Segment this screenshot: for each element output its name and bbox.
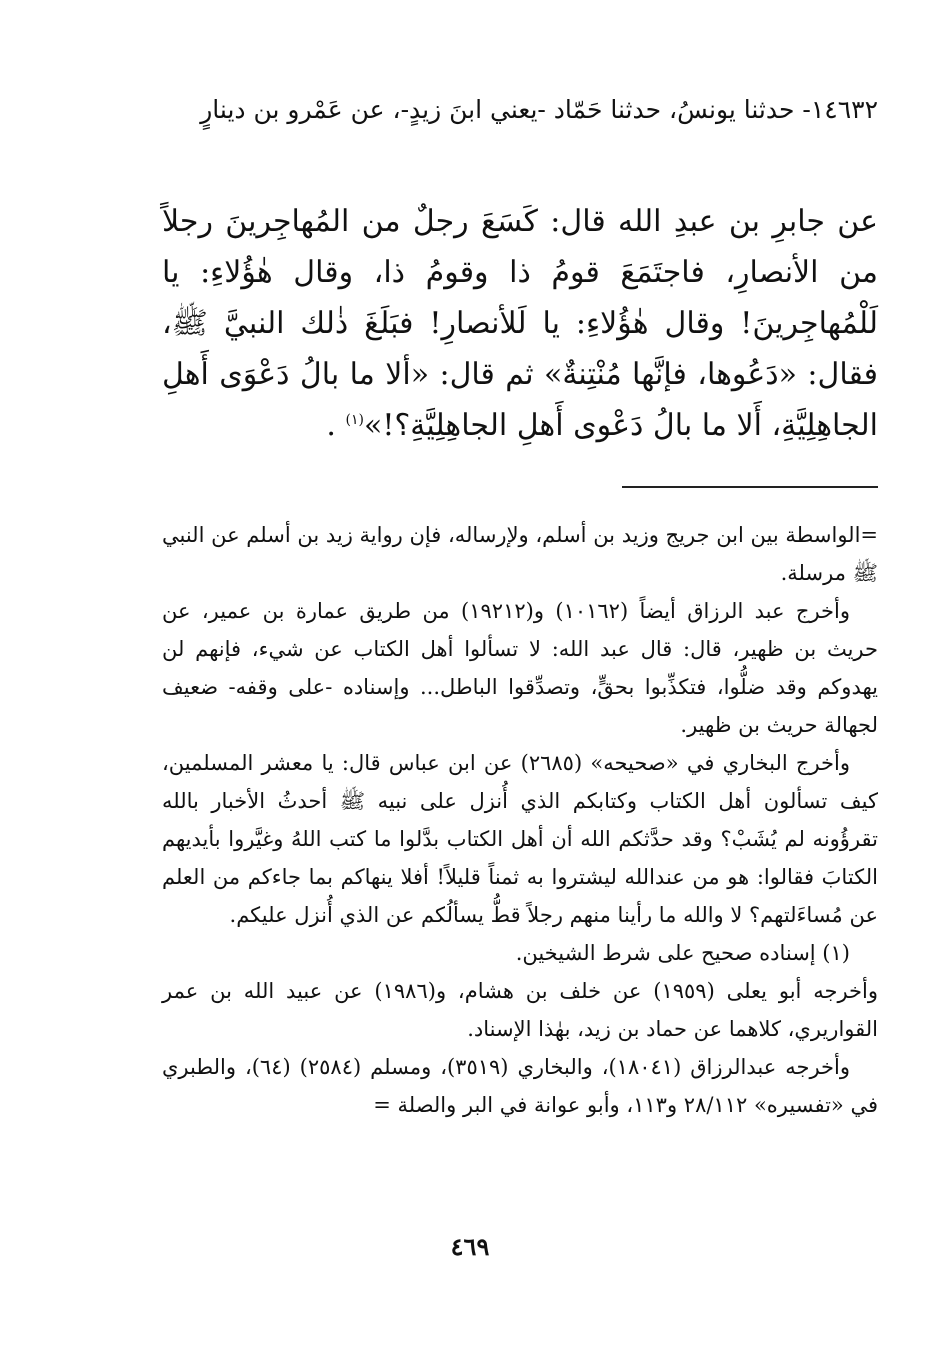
footnote-paragraph: وأخرجه عبدالرزاق (١٨٠٤١)، والبخاري (٣٥١٩)، ومسلم (٢٥٨٤) (٦٤)، والطبري في «تفسيره» ٢٨/١١٢ و١١٣، وأبو عوانة في البر والصلة = (162, 1055, 878, 1117)
footnote-paragraph: وأخرج البخاري في «صحيحه» (٢٦٨٥) عن ابن عباس قال: يا معشر المسلمين، كيف تسألون أهل الكتاب وكتابكم الذي أُنزل على نبيه ﷺ أحدثُ الأخبار بالله تقرؤُونه لم يُشَبْ؟ وقد حدَّثكم الله أن أهل الكتاب بدَّلوا ما كتب اللهُ وغيَّروا بأيديهم الكتابَ فقالوا: هو من عندالله ليشتروا به ثمناً قليلاً! أفلا ينهاكم بما جاءكم من العلم عن مُساءَلتهم؟ لا والله ما رأينا منهم رجلاً قطُّ يسألُكم عن الذي أُنزل عليكم. (162, 751, 878, 927)
footnote-marker: (١) (345, 412, 364, 428)
hadith-number-and-chain: ١٤٦٣٢- حدثنا يونسُ، حدثنا حَمّاد -يعني ابنَ زيدٍ-، عن عَمْرو بن دينارٍ (200, 95, 878, 124)
footnote-divider (622, 486, 878, 488)
hadith-body (162, 196, 878, 451)
hadith-end-punctuation: . (326, 408, 346, 443)
hadith-isnad-heading (162, 88, 878, 132)
hadith-text: عن جابرِ بن عبدِ الله قال: كَسَعَ رجلٌ من المُهاجِرينَ رجلاً من الأنصارِ، فاجتَمَعَ قومُ ذا وقومُ ذا، وقال هٰؤُلاءِ: يا لَلْمُهاجِرينَ! وقال هٰؤُلاءِ: يا لَلأنصارِ! فبَلَغَ ذٰلك النبيَّ ﷺ، فقال: «دَعُوها، فإنَّها مُنْتِنةٌ» ثم قال: «ألا ما بالُ دَعْوَى أَهلِ الجاهِلِيَّةِ، أَلا ما بالُ دَعْوى أَهلِ الجاهِلِيَّةِ؟!» (162, 204, 878, 443)
footnote-paragraph: وأخرجه أبو يعلى (١٩٥٩) عن خلف بن هشام، و(١٩٨٦) عن عبيد الله بن عمر القواريري، كلاهما عن حماد بن زيد، بهٰذا الإسناد. (162, 979, 878, 1041)
footnote-paragraph: =الواسطة بين ابن جريج وزيد بن أسلم، ولإرساله، فإن رواية زيد بن أسلم عن النبي ﷺ مرسلة. (162, 523, 878, 585)
footnotes-section (162, 516, 878, 1124)
footnote-paragraph: وأخرج عبد الرزاق أيضاً (١٠١٦٢) و(١٩٢١٢) من طريق عمارة بن عمير، عن حريث بن ظهير، قال: قال عبد الله: لا تسألوا أهل الكتاب عن شيء، فإنهم لن يهدوكم وقد ضلُّوا، فتكذِّبوا بحقٍّ، وتصدِّقوا الباطل... وإسناده -على وقفه- ضعيف لجهالة حريث بن ظهير. (162, 599, 878, 737)
footnote-paragraph: (١) إسناده صحيح على شرط الشيخين. (515, 941, 850, 965)
hadith-text-paragraph (162, 196, 878, 451)
page-number: ٤٦٩ (450, 1232, 490, 1261)
